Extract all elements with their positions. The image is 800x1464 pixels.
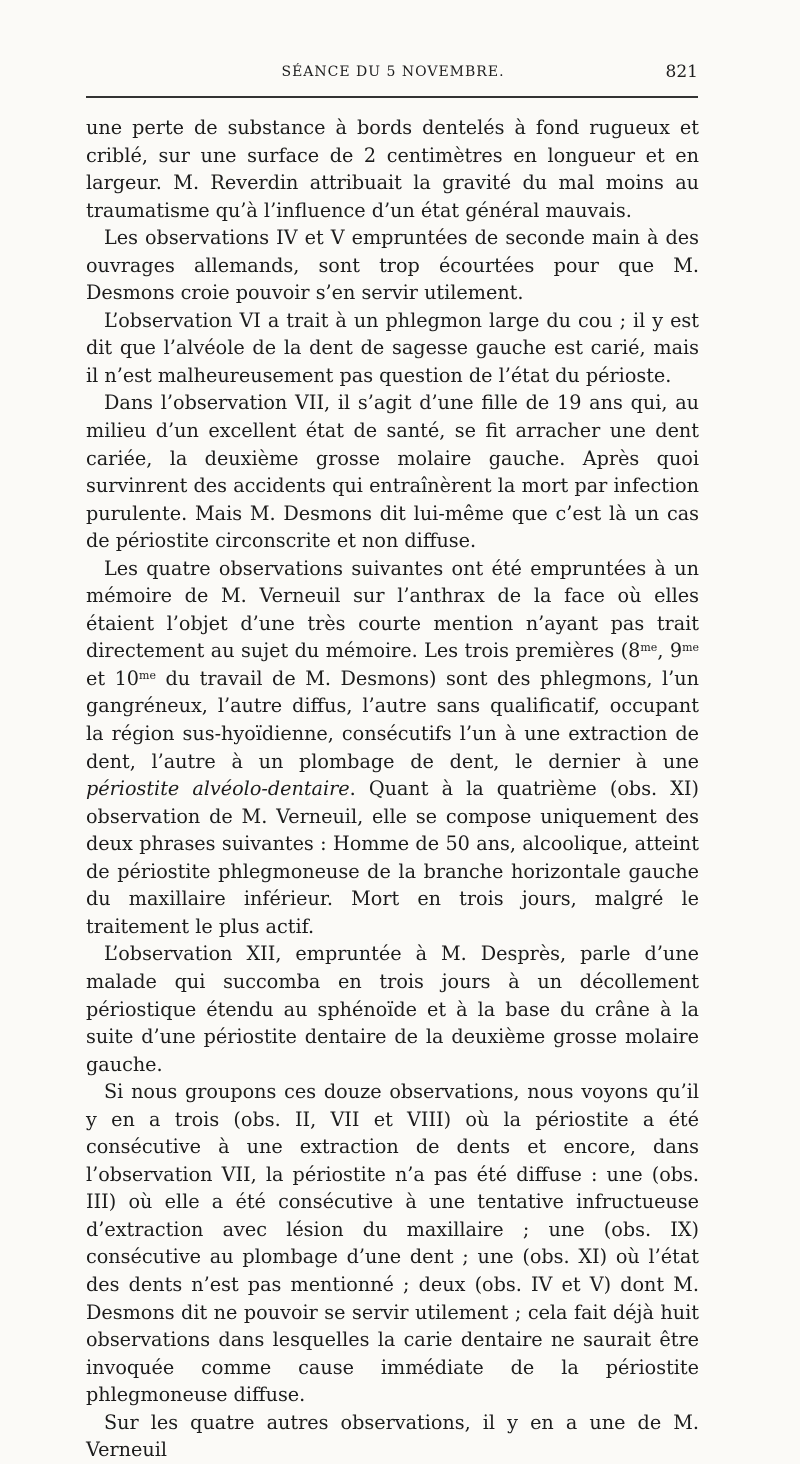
- paragraph-text: , 9: [657, 639, 683, 663]
- running-header: [88, 60, 698, 88]
- paragraph-8: [86, 1409, 699, 1464]
- paragraph-text: et 10: [86, 666, 140, 690]
- ordinal-suffix: me: [640, 641, 658, 655]
- text-body: [86, 114, 699, 1464]
- page-number: 821: [665, 62, 698, 82]
- ordinal-suffix: me: [682, 641, 700, 655]
- paragraph-text: . Quant à la quatrième (obs. XI) observation de M. Verneuil, elle se compose uniquement des deux phrases suivantes : Homme de 50 ans, alcoolique, atteint de périostite phlegmoneuse de la branche horizontale gauche du maxillaire inférieur. Mort en trois jours, malgré le traitement le plus actif.: [86, 777, 699, 938]
- paragraph-1: [86, 114, 699, 224]
- paragraph-2: [86, 224, 699, 307]
- paragraph-text: L’observation XII, empruntée à M. Desprès, parle d’une malade qui succomba en trois jours à un décollement périostique étendu au sphénoïde et à la base du crâne à la suite d’une périostite dentaire de la deuxième grosse molaire gauche.: [86, 942, 699, 1076]
- paragraph-text: Dans l’observation VII, il s’agit d’une fille de 19 ans qui, au milieu d’un excellent état de santé, se fit arracher une dent cariée, la deuxième grosse molaire gauche. Après quoi survinrent des accidents qui entraînèrent la mort par infection purulente. Mais M. Desmons dit lui-même que c’est là un cas de périostite circonscrite et non diffuse.: [86, 391, 699, 553]
- paragraph-3: [86, 307, 699, 390]
- paragraph-text: Si nous groupons ces douze observations, nous voyons qu’il y en a trois (obs. II, VII et VIII) où la périostite a été consécutive à une extraction de dents et encore, dans l’observation VII, la périostite n’a pas été diffuse : une (obs. III) où elle a été consécutive à une tentative infructueuse d’extraction avec lésion du maxillaire ; une (obs. IX) consécutive au plombage d’une dent ; une (obs. XI) où l’état des dents n’est pas mentionné ; deux (obs. IV et V) dont M. Desmons dit ne pouvoir se servir utilement ; cela fait déjà huit observations dans lesquelles la carie dentaire ne saurait être invoquée comme cause immédiate de la périostite phlegmoneuse diffuse.: [86, 1080, 699, 1407]
- running-title: SÉANCE DU 5 NOVEMBRE.: [281, 64, 505, 80]
- paragraph-text: du travail de M. Desmons) sont des phlegmons, l’un gangréneux, l’autre diffus, l’autre sans qualificatif, occupant la région sus-hyoïdienne, consécutifs l’un à une extraction de dent, l’autre à un plombage de dent, le dernier à une: [86, 666, 699, 773]
- ordinal-suffix: me: [139, 668, 156, 682]
- italic-term: périostite alvéolo-dentaire: [86, 777, 350, 801]
- paragraph-7: [86, 1078, 699, 1409]
- paragraph-text: L’observation VI a trait à un phlegmon large du cou ; il y est dit que l’alvéole de la dent de sagesse gauche est carié, mais il n’est malheureusement pas question de l’état du périoste.: [86, 308, 699, 387]
- paragraph-6: [86, 940, 699, 1078]
- paragraph-5: [86, 555, 699, 941]
- paragraph-text: Les observations IV et V empruntées de seconde main à des ouvrages allemands, sont trop écourtées pour que M. Desmons croie pouvoir s’en servir utilement.: [86, 226, 699, 305]
- paragraph-text: Sur les quatre autres observations, il y en a une de M. Verneuil: [86, 1410, 699, 1462]
- paragraph-text: une perte de substance à bords dentelés à fond rugueux et criblé, sur une surface de 2 centimètres en longueur et en largeur. M. Reverdin attribuait la gravité du mal moins au traumatisme qu’à l’influence d’un état général mauvais.: [86, 116, 699, 222]
- paragraph-text: Les quatre observations suivantes ont été empruntées à un mémoire de M. Verneuil sur l’anthrax de la face où elles étaient l’objet d’une très courte mention n’ayant pas trait directement au sujet du mémoire. Les trois premières (8: [86, 556, 699, 663]
- header-rule: [86, 96, 698, 98]
- paragraph-4: [86, 389, 699, 554]
